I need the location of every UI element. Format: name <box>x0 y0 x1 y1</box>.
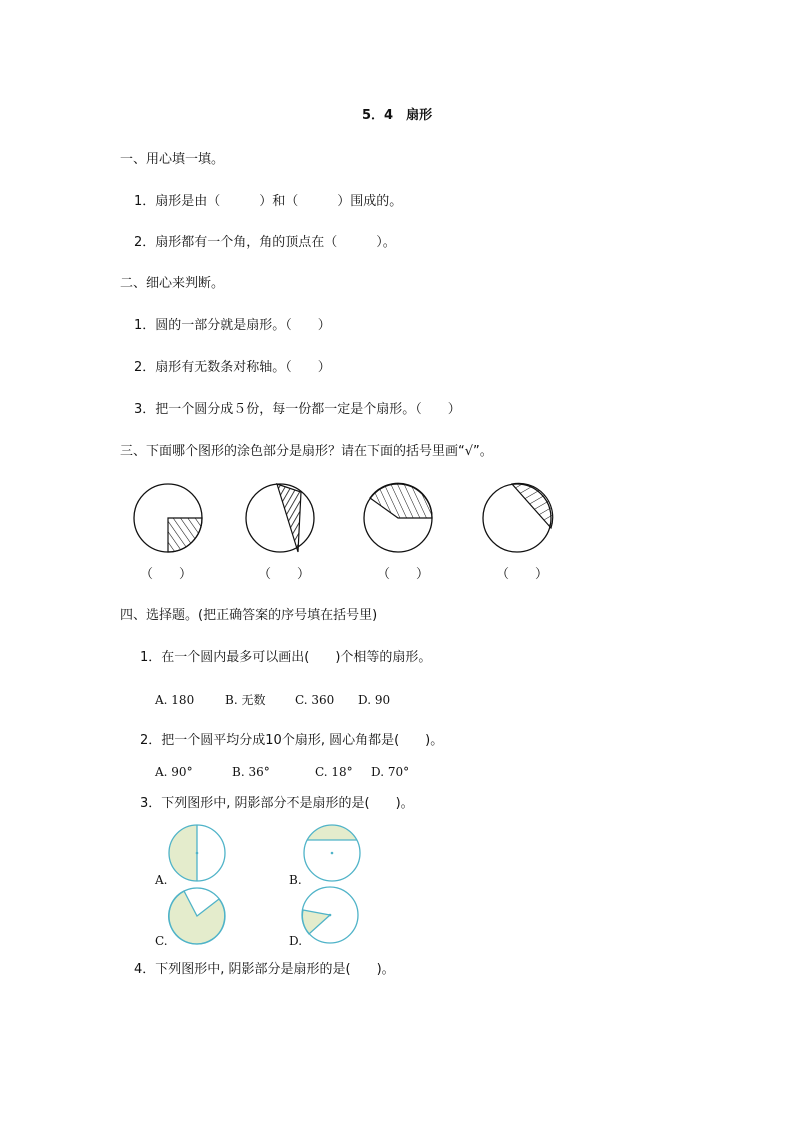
q1-option-c: C. 360 <box>295 693 335 707</box>
option-a-half-circle <box>169 825 225 881</box>
figure-3-answer-blank[interactable]: （ ） <box>377 567 430 582</box>
option-c-label: C. <box>155 934 168 948</box>
option-d-label: D. <box>289 934 303 948</box>
section-1-item-1: 1．扇形是由（ ）和（ ）围成的。 <box>134 194 403 209</box>
q1-option-d: D. 90 <box>358 693 391 707</box>
section-2-item-3: 3．把一个圆分成５份，每一份都一定是个扇形。（ ） <box>134 402 461 417</box>
section-4-heading: 四、选择题。(把正确答案的序号填在括号里) <box>120 608 378 623</box>
option-b-segment <box>304 825 360 881</box>
section-1-item-2: 2．扇形都有一个角，角的顶点在（ ）。 <box>134 235 396 250</box>
option-a-label: A. <box>155 873 168 887</box>
choice-question-2: 2．把一个圆平均分成10个扇形, 圆心角都是( )。 <box>140 733 444 748</box>
figure-1-quarter-sector <box>134 484 202 552</box>
figure-grid-teal <box>0 815 793 955</box>
q2-option-a: A. 90° <box>155 765 193 779</box>
section-3-heading: 三、下面哪个图形的涂色部分是扇形？请在下面的括号里画“√”。 <box>120 444 493 459</box>
q2-option-b: B. 36° <box>232 765 270 779</box>
section-2-heading: 二、细心来判断。 <box>120 276 225 291</box>
section-2-item-1: 1．圆的一部分就是扇形。（ ） <box>134 318 331 333</box>
option-d-sector <box>302 887 358 943</box>
q2-option-d: D. 70° <box>371 765 410 779</box>
figure-2-answer-blank[interactable]: （ ） <box>258 567 311 582</box>
q1-option-a: A. 180 <box>155 693 195 707</box>
figure-3-irregular <box>364 483 432 552</box>
choice-question-4: 4．下列图形中, 阴影部分是扇形的是( )。 <box>134 962 395 977</box>
figure-row-hatched <box>0 470 793 570</box>
choice-question-3: 3．下列图形中, 阴影部分不是扇形的是( )。 <box>140 796 414 811</box>
figure-4-answer-blank[interactable]: （ ） <box>496 567 549 582</box>
page-title: 5．4 扇形 <box>362 108 433 123</box>
q2-option-c: C. 18° <box>315 765 353 779</box>
section-1-heading: 一、用心填一填。 <box>120 152 225 167</box>
choice-question-1: 1．在一个圆内最多可以画出( )个相等的扇形。 <box>140 650 432 665</box>
section-2-item-2: 2．扇形有无数条对称轴。（ ） <box>134 360 331 375</box>
option-b-label: B. <box>289 873 302 887</box>
figure-4-segment <box>483 483 553 552</box>
figure-1-answer-blank[interactable]: （ ） <box>140 567 193 582</box>
option-c-sector <box>169 888 225 944</box>
q1-option-b: B. 无数 <box>225 693 266 707</box>
figure-2-triangle <box>246 484 314 552</box>
